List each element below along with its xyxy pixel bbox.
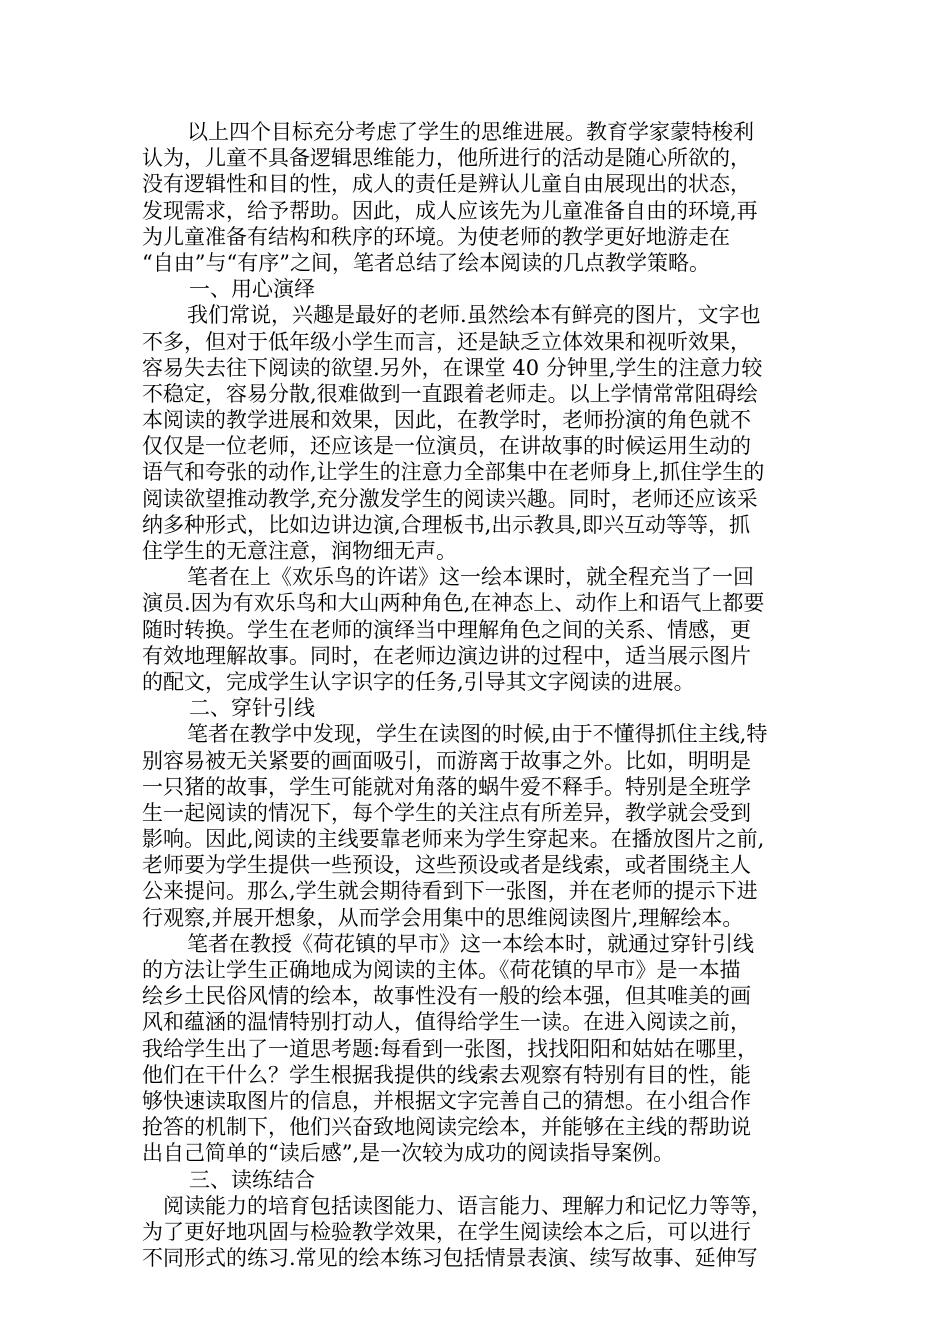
text-line: 住学生的无意注意，润物细无声。 xyxy=(142,539,457,563)
text-line: 容易失去往下阅读的欲望.另外，在课堂 40 分钟里,学生的注意力较 xyxy=(142,355,763,380)
text-line: 出自己简单的“读后感”,是一次较为成功的阅读指导案例。 xyxy=(142,1141,675,1166)
text-line: 别容易被无关紧要的画面吸引，而游离于故事之外。比如，明明是 xyxy=(142,748,751,773)
text-line: 风和蕴涵的温情特别打动人，值得给学生一读。在进入阅读之前， xyxy=(142,1010,751,1035)
section-heading: 二、穿针引线 xyxy=(189,696,315,721)
text-line: 抢答的机制下，他们兴奋致地阅读完绘本，并能够在主线的帮助说 xyxy=(142,1115,751,1140)
text-line: 发现需求，给予帮助。因此，成人应该先为儿童准备自由的环境,再 xyxy=(142,198,758,223)
text-line: 绘乡土民俗风情的绘本，故事性没有一般的绘本强，但其唯美的画 xyxy=(142,984,751,1009)
section-heading: 三、读练结合 xyxy=(189,1167,315,1192)
text-line: 不稳定，容易分散,很难做到一直跟着老师走。以上学情常常阻碍绘 xyxy=(142,381,758,406)
text-line: 笔者在上《欢乐鸟的许诺》这一绘本课时，就全程充当了一回 xyxy=(187,565,754,590)
text-line: 随时转换。学生在老师的演绎当中理解角色之间的关系、情感，更 xyxy=(142,617,751,642)
text-line: 阅读能力的培育包括读图能力、语言能力、理解力和记忆力等等， xyxy=(163,1193,772,1218)
text-line: 为儿童准备有结构和秩序的环境。为使老师的教学更好地游走在 xyxy=(142,224,730,249)
text-line: 一只猪的故事，学生可能就对角落的蜗牛爱不释手。特别是全班学 xyxy=(142,774,751,799)
text-line: 没有逻辑性和目的性，成人的责任是辨认儿童自由展现出的状态， xyxy=(142,172,751,197)
text-line: 不多，但对于低年级小学生而言，还是缺乏立体效果和视听效果， xyxy=(142,329,751,354)
text-line: 演员.因为有欢乐鸟和大山两种角色,在神态上、动作上和语气上都要 xyxy=(142,591,765,616)
text-line: 认为，儿童不具备逻辑思维能力，他所进行的活动是随心所欲的， xyxy=(142,146,751,171)
text-line: 的方法让学生正确地成为阅读的主体。《荷花镇的早市》是一本描 xyxy=(142,958,741,982)
text-line: 行观察,并展开想象，从而学会用集中的思维阅读图片,理解绘本。 xyxy=(142,905,744,930)
text-line: 他们在干什么？学生根据我提供的线索去观察有特别有目的性，能 xyxy=(142,1062,751,1087)
text-line: 笔者在教学中发现，学生在读图的时候,由于不懂得抓住主线,特 xyxy=(187,722,768,747)
text-line: 有效地理解故事。同时，在老师边演边讲的过程中，适当展示图片 xyxy=(142,643,751,668)
text-line: 够快速读取图片的信息，并根据文字完善自己的猜想。在小组合作 xyxy=(142,1088,751,1113)
text-line: “自由”与“有序”之间，笔者总结了绘本阅读的几点教学策略。 xyxy=(142,250,710,275)
text-line: 影响。因此,阅读的主线要靠老师来为学生穿起来。在播放图片之前, xyxy=(142,827,765,852)
text-line: 以上四个目标充分考虑了学生的思维进展。教育学家蒙特梭利 xyxy=(187,120,754,144)
text-line: 老师要为学生提供一些预设，这些预设或者是线索，或者围绕主人 xyxy=(142,853,751,878)
text-line: 语气和夸张的动作,让学生的注意力全部集中在老师身上,抓住学生的 xyxy=(142,460,765,485)
text-line: 的配文，完成学生认字识字的任务,引导其文字阅读的进展。 xyxy=(142,669,695,694)
text-line: 笔者在教授《荷花镇的早市》这一本绘本时，就通过穿针引线 xyxy=(187,931,754,956)
text-line: 纳多种形式，比如边讲边演,合理板书,出示教具,即兴互动等等，抓 xyxy=(142,512,751,537)
text-line: 阅读欲望推动教学,充分激发学生的阅读兴趣。同时，老师还应该采 xyxy=(142,486,758,511)
text-line: 公来提问。那么,学生就会期待看到下一张图，并在老师的提示下进 xyxy=(142,879,758,904)
text-line: 本阅读的教学进展和效果，因此，在教学时，老师扮演的角色就不 xyxy=(142,408,751,433)
text-line: 仅仅是一位老师，还应该是一位演员，在讲故事的时候运用生动的 xyxy=(142,434,751,459)
text-line: 我给学生出了一道思考题:每看到一张图，找找阳阳和姑姑在哪里， xyxy=(142,1036,759,1061)
text-line: 为了更好地巩固与检验教学效果，在学生阅读绘本之后，可以进行 xyxy=(142,1219,751,1244)
section-heading: 一、用心演绎 xyxy=(189,277,315,302)
text-line: 不同形式的练习.常见的绘本练习包括情景表演、续写故事、延伸写 xyxy=(142,1246,758,1271)
text-line: 生一起阅读的情况下，每个学生的关注点有所差异，教学就会受到 xyxy=(142,800,751,825)
text-line: 我们常说，兴趣是最好的老师.虽然绘本有鲜亮的图片，文字也 xyxy=(187,303,761,328)
document-body xyxy=(142,119,810,1271)
